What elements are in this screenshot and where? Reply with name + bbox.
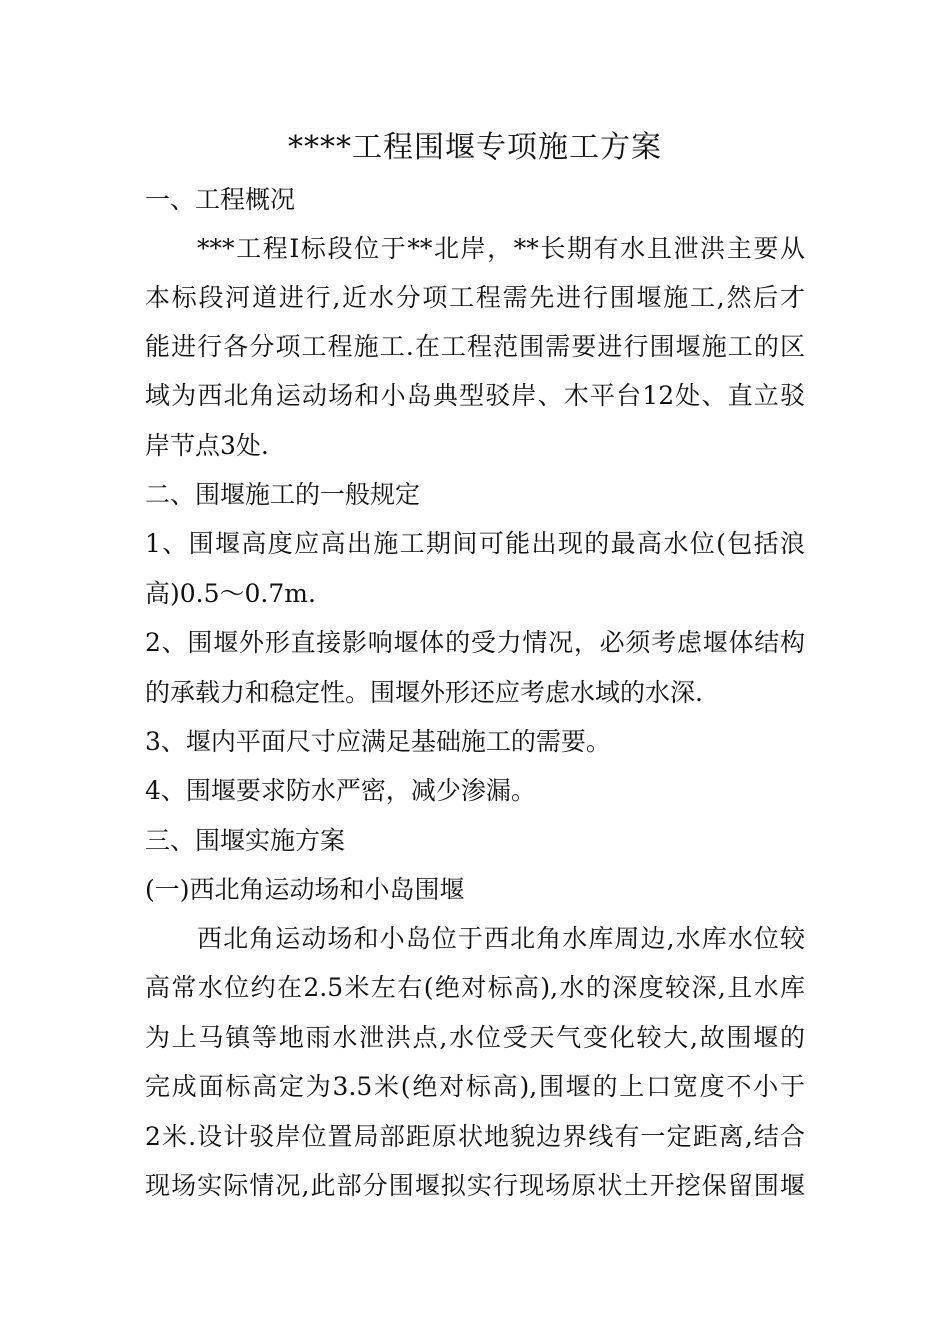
paragraph-line: 高)0.5～0.7m. bbox=[145, 579, 316, 608]
paragraph-line: 2、围堰外形直接影响堰体的受力情况，必须考虑堰体结构 bbox=[145, 628, 805, 657]
paragraph-line: 3、堰内平面尺寸应满足基础施工的需要。 bbox=[145, 727, 611, 756]
paragraph-line: 域为西北角运动场和小岛典型驳岸、木平台12处、直立驳 bbox=[145, 381, 805, 410]
section-heading-2: 二、围堰施工的一般规定 bbox=[145, 480, 421, 509]
section-heading-3: 三、围堰实施方案 bbox=[145, 826, 346, 855]
paragraph-line: 的承载力和稳定性。围堰外形还应考虑水域的水深. bbox=[145, 678, 703, 707]
paragraph-line: 为上马镇等地雨水泄洪点,水位受天气变化较大,故围堰的 bbox=[145, 1023, 805, 1052]
paragraph-line: 1、围堰高度应高出施工期间可能出现的最高水位(包括浪 bbox=[145, 529, 805, 558]
paragraph-line: 高常水位约在2.5米左右(绝对标高),水的深度较深,且水库 bbox=[145, 973, 805, 1002]
section-heading-1: 一、工程概况 bbox=[145, 185, 296, 214]
paragraph-line: 岸节点3处. bbox=[145, 431, 269, 460]
paragraph-line: 本标段河道进行,近水分项工程需先进行围堰施工,然后才 bbox=[145, 283, 805, 312]
paragraph-line: 2米.设计驳岸位置局部距原状地貌边界线有一定距离,结合 bbox=[145, 1122, 805, 1151]
subsection-heading: (一)西北角运动场和小岛围堰 bbox=[145, 875, 465, 904]
paragraph-line: 现场实际情况,此部分围堰拟实行现场原状土开挖保留围堰 bbox=[145, 1171, 805, 1200]
paragraph-line: 西北角运动场和小岛位于西北角水库周边,水库水位较 bbox=[197, 924, 805, 953]
paragraph-line: 能进行各分项工程施工.在工程范围需要进行围堰施工的区 bbox=[145, 332, 805, 361]
document-title: ****工程围堰专项施工方案 bbox=[288, 130, 662, 165]
paragraph-line: 完成面标高定为3.5米(绝对标高),围堰的上口宽度不小于 bbox=[145, 1072, 805, 1101]
paragraph-line: ***工程Ⅰ标段位于**北岸，**长期有水且泄洪主要从 bbox=[197, 234, 805, 263]
paragraph-line: 4、围堰要求防水严密，减少渗漏。 bbox=[145, 776, 536, 805]
